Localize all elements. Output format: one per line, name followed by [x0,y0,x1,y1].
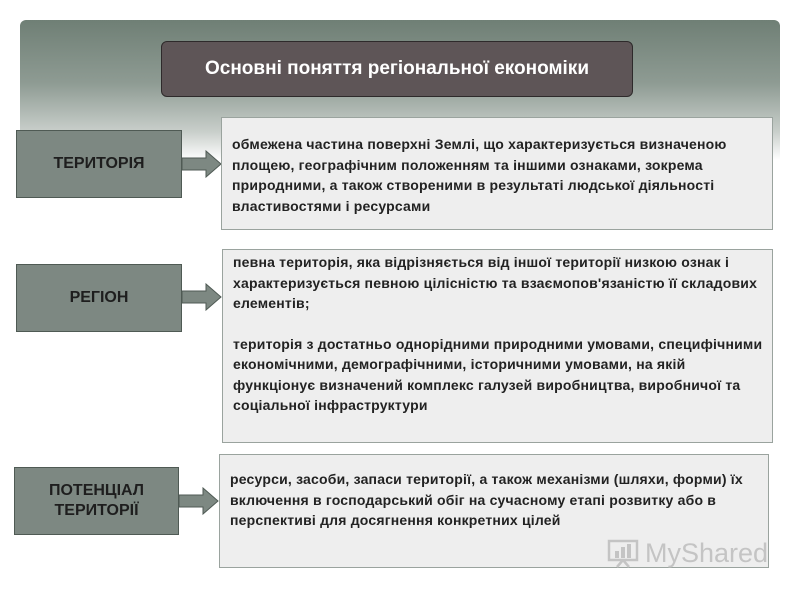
watermark [607,535,768,571]
arrow-right-icon [182,283,222,311]
slide-title: Основні поняття регіональної економіки [161,41,633,97]
arrow-right-icon [179,487,219,515]
definition-territory [221,117,773,230]
definition-region [222,249,773,443]
definition-text: ресурси, засоби, запаси території, а також механізми (шляхи, форми) їх включення в господарський обіг на сучасному етапі розвитку або в перспективі для досягнення конкретних цілей [230,471,743,528]
arrow-right-icon [182,150,222,178]
term-territory: ТЕРИТОРІЯ [16,130,182,198]
term-territory-potential: ПОТЕНЦІАЛ ТЕРИТОРІЇ [14,467,179,535]
presentation-board-icon [607,538,641,568]
definition-text: територія з достатньо однорідними природними умовами, специфічними економічними, демографічними, історичними умовами, на якій функціонує визначений комплекс галузей виробництва, виробничої та соціальної інфраструктури [233,335,763,413]
definition-text: певна територія, яка відрізняється від іншої території низкою ознак і характеризується певною цілісністю та взаємопов'язаністю її складових елементів; [233,254,758,311]
definition-text: обмежена частина поверхні Землі, що характеризується визначеною площею, географічним положенням та іншими ознаками, зокрема природними, а також створеними в результаті людської діяльності властивостями і ресурсами [232,136,727,214]
watermark-text: MyShared [645,537,769,568]
term-region: РЕГІОН [16,264,182,332]
